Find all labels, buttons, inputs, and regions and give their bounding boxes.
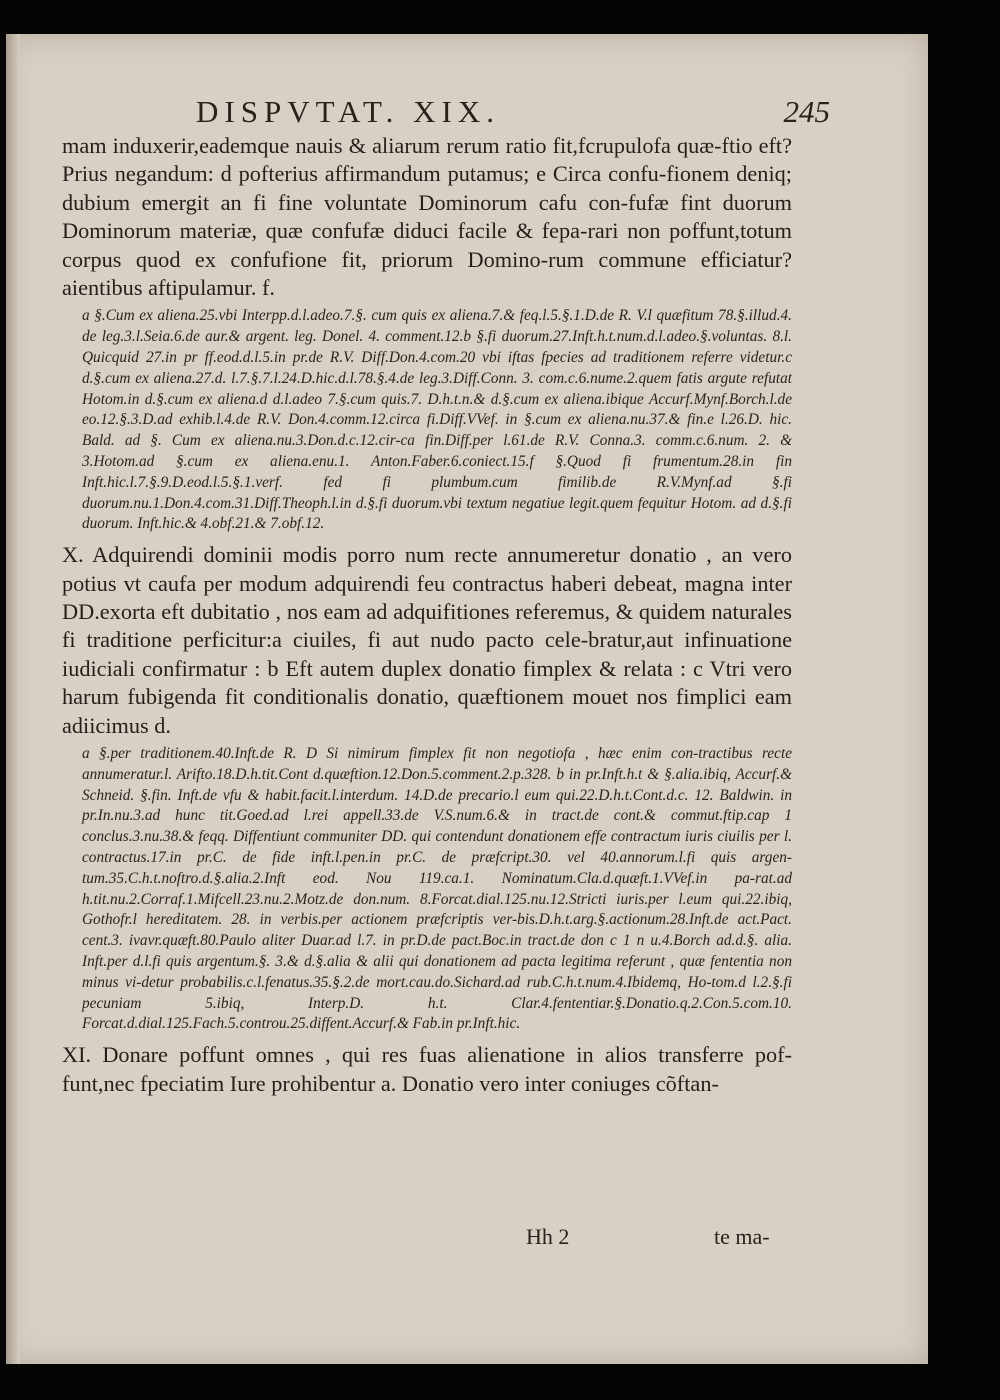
catchword: te ma- bbox=[714, 1224, 770, 1249]
text-block bbox=[62, 132, 792, 1098]
signature-mark: Hh 2 bbox=[526, 1224, 570, 1249]
page-gutter-shadow bbox=[6, 34, 20, 1364]
page-number: 245 bbox=[783, 94, 830, 129]
paragraph-continued: mam induxerir,eademque nauis & aliarum rerum ratio fit,fcrupulofa quæ-ftio eft? Prius negandum: d pofterius affirmandum putamus; e Circa confu-fionem deniq; dubium emergit an fi fine voluntate Dominorum cafu con-fufæ fint duorum Dominorum materiæ, quæ confufæ diduci facile & fepa-rari non poffunt,totum corpus quod ex confufione fit, priorum Domino-rum commune efficiatur? aientibus aftipulamur. f. bbox=[62, 133, 792, 301]
book-page bbox=[6, 34, 928, 1364]
paragraph-xi: XI. Donare poffunt omnes , qui res fuas alienatione in alios transferre pof-funt,nec fpeciatim Iure prohibentur a. Donatio vero inter coniuges cõftan- bbox=[62, 1042, 792, 1096]
marginal-note-2: a §.per traditionem.40.Inft.de R. D Si nimirum fimplex fit non negotiofa , hæc enim con-tractibus recte annumeratur.l. Arifto.18.D.h.tit.Cont d.quæftion.12.Don.5.comment.2.p.328. b in pr.Inft.h.t & §.alia.ibiq, Accurf.& Schneid. §.fin. Inft.de vfu & habit.facit.l.interdum. 14.D.de precario.l eum qui.22.D.h.t.Cont.d.c. 12. Baldwin. in pr.In.nu.3.ad hunc tit.Goed.ad l.rei appell.33.de V.S.num.6.& in tract.de cont.& commut.ftip.cap 1 conclus.3.nu.38.& feqq. Diffentiunt communiter DD. qui contendunt donationem effe contractum iuris ciuilis per l. contractus.17.in pr.C. de fide inft.l.pen.in pr.C. de præfcript.30. vel 40.annorum.l.fi quis argen-tum.35.C.h.t.noftro.d.§.alia.2.Inft eod. Nou 119.ca.1. Nominatum.Cla.d.quæft.1.VVef.in pa-rat.ad h.tit.nu.2.Corraf.1.Mifcell.23.nu.2.Motz.de don.num. 8.Forcat.dial.125.nu.12.Stricti iuris.per l.eum qui.22.ibiq, Gothofr.l hereditatem. 28. in verbis.per actionem præfcriptis ver-bis.D.h.t.arg.§.actionum.28.Inft.de act.Pact. cent.3. ivavr.quæft.80.Paulo aliter Duar.ad l.7. in pr.D.de pact.Boc.in tract.de don c 1 n u.4.Borch ad.d.§. alia. Inft.per d.l.fi quis argentum.§. 3.& d.§.alia & alii qui donationem ad pacta legitima referunt , quæ fententia non minus vi-detur probabilis.c.l.fenatus.35.§.2.de mort.cau.do.Sichard.ad rub.C.h.t.num.4.Ibidemq, Ho-tom.d l.2.§.fi pecuniam 5.ibiq, Interp.D. h.t. Clar.4.fententiar.§.Donatio.q.2.Con.5.com.10. Forcat.d.dial.125.Fach.5.controu.25.diffent.Accurf.& Fab.in pr.Inft.hic. bbox=[82, 745, 792, 1033]
paragraph-x: X. Adquirendi dominii modis porro num recte annumeretur donatio , an vero potius vt caufa per modum adquirendi feu contractus haberi debeat, magna inter DD.exorta eft dubitatio , nos eam ad adquifitiones referemus, & quidem naturales fi traditione perficitur:a ciuiles, fi aut nudo pacto cele-bratur,aut infinuatione iudiciali confirmatur : b Eft autem duplex donatio fimplex & relata : c Vtri vero harum fubigenda fit conditionalis donatio, quæftionem mouet nos fimplici eam adiicimus d. bbox=[62, 542, 792, 738]
running-head: DISPVTAT. XIX. bbox=[196, 94, 500, 129]
marginal-note-1: a §.Cum ex aliena.25.vbi Interpp.d.l.adeo.7.§. cum quis ex aliena.7.& feq.l.5.§.1.D.de R. V.l quæfitum 78.§.illud.4. de leg.3.l.Seia.6.de aur.& argent. leg. Donel. 4. comment.12.b §.fi duorum.27.Inft.h.t.num.d.l.adeo.§.voluntas. 8.l. Quicquid 27.in pr ff.eod.d.l.5.in pr.de R.V. Diff.Don.4.com.20 vbi iftas fpecies ad traditionem referre videtur.c d.§.cum ex aliena.27.d. l.7.§.7.l.24.D.hic.d.l.78.§.4.de leg.3.Diff.Conn. 3. com.c.6.nume.2.quem fatis argute refutat Hotom.in d.§.cum ex aliena.d d.l.adeo 7.§.cum quis.7. D.h.t.n.& d.§.cum ex aliena.ibique Accurf.Mynf.Borch.l.de eo.12.§.3.D.ad exhib.l.4.de R.V. Don.4.comm.12.circa fi.Diff.VVef. in §.cum ex aliena.nu.37.& fin.e l.26.D. hic. Bald. ad §. Cum ex aliena.nu.3.Don.d.c.12.cir-ca fin.Diff.per l.61.de R.V. Conna.3. comm.c.6.num. 2. & 3.Hotom.ad §.cum ex aliena.enu.1. Anton.Faber.6.coniect.15.f §.Quod fi frumentum.28.in fin Inft.hic.l.7.§.9.D.eod.l.5.§.1.verf. fed fi plumbum.cum fimilib.de R.V.Mynf.ad §.fi duorum.nu.1.Don.4.com.31.Diff.Theoph.l.in d.§.fi duorum.vbi textum negatiue legit.quem fequitur Hotom. ad d.§.fi duorum. Inft.hic.& 4.obf.21.& 7.obf.12. bbox=[82, 307, 792, 533]
